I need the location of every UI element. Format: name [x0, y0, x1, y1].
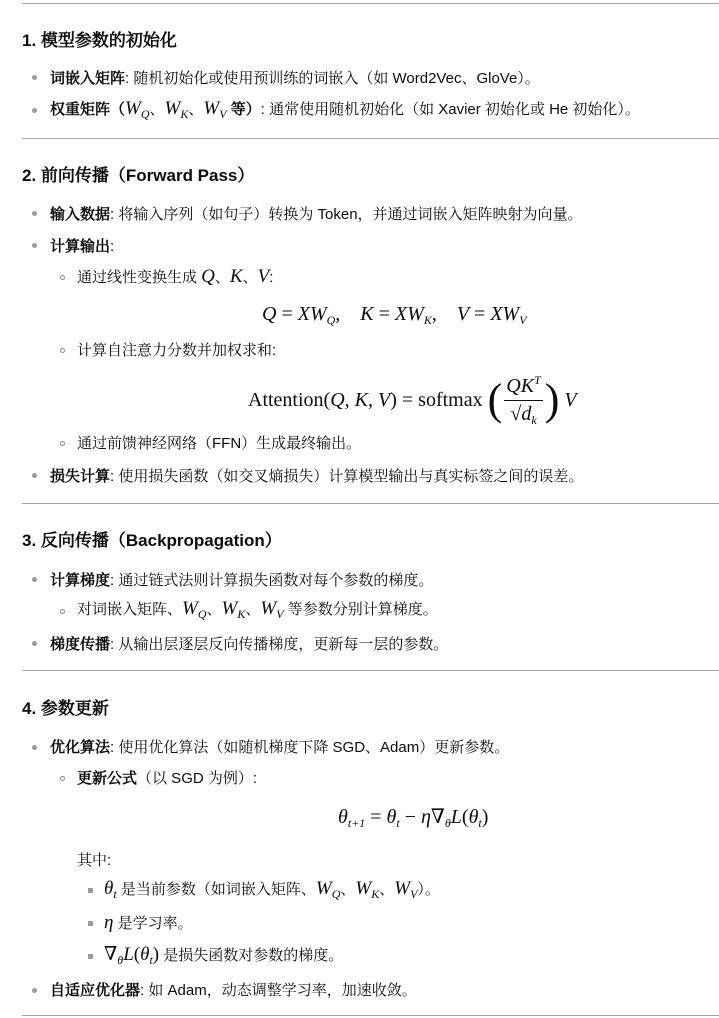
list-item: 计算输出: — [50, 238, 115, 255]
bullet-icon — [32, 108, 37, 113]
bullet-icon — [32, 75, 37, 80]
equation-attention: Attention(Q, K, V) = softmax ( $\frac{QK^T}{√d_k}$ ) V — [248, 372, 577, 427]
bullet-icon — [32, 745, 37, 750]
list-item: 损失计算: 使用损失函数（如交叉熵损失）计算模型输出与真实标签之间的误差。 — [50, 468, 584, 485]
list-item: 计算梯度: 通过链式法则计算损失函数对每个参数的梯度。 — [50, 572, 434, 589]
bullet-icon — [32, 243, 37, 248]
divider — [22, 503, 719, 504]
bullet-icon — [32, 211, 37, 216]
equation-sgd-update: $\theta_{t+1} = \theta_t - \eta\nabla_\theta L(\theta_t)$ — [338, 806, 489, 830]
circle-bullet-icon — [60, 348, 65, 353]
sub-sub-list-item: $\theta_t$ 是当前参数（如词嵌入矩阵、$W_Q$、$W_K$、$W_V$）。 — [104, 878, 440, 901]
item-label: 权重矩阵（ — [50, 101, 126, 118]
sub-sub-list-item: η 是学习率。 — [104, 912, 193, 933]
divider — [22, 138, 719, 139]
where-label: 其中: — [77, 852, 112, 869]
bullet-icon — [32, 473, 37, 478]
divider — [22, 670, 719, 671]
list-item: 优化算法: 使用优化算法（如随机梯度下降 SGD、Adam）更新参数。 — [50, 739, 510, 756]
circle-bullet-icon — [60, 609, 65, 614]
math-w: $W_Q$ — [125, 98, 150, 121]
circle-bullet-icon — [60, 776, 65, 781]
section-heading-3: 3. 反向传播（Backpropagation） — [22, 531, 282, 550]
math-w: $W_K$ — [164, 98, 189, 121]
list-item: 自适应优化器: 如 Adam，动态调整学习率，加速收敛。 — [50, 982, 417, 999]
square-bullet-icon — [88, 954, 93, 959]
item-text: : 通常使用随机初始化（如 Xavier 初始化或 He 初始化）。 — [260, 101, 640, 118]
list-item: 输入数据: 将输入序列（如句子）转换为 Token，并通过词嵌入矩阵映射为向量。 — [50, 206, 583, 223]
sub-list-item: 对词嵌入矩阵、$W_Q$、$W_K$、$W_V$ 等参数分别计算梯度。 — [77, 598, 438, 621]
sub-list-item: 计算自注意力分数并加权求和: — [77, 342, 277, 359]
sub-sub-list-item: $\nabla_\theta L(\theta_t)$ 是损失函数对参数的梯度。 — [104, 944, 344, 967]
section-heading-4: 4. 参数更新 — [22, 699, 109, 718]
section-heading-2: 2. 前向传播（Forward Pass） — [22, 166, 255, 185]
list-item: 权重矩阵（$W_Q$、$W_K$、$W_V$ 等）: 通常使用随机初始化（如 Xavier 初始化或 He 初始化）。 — [50, 98, 640, 121]
bullet-icon — [32, 641, 37, 646]
bullet-icon — [32, 577, 37, 582]
sub-list-item: 通过前馈神经网络（FFN）生成最终输出。 — [77, 435, 362, 452]
divider — [22, 1015, 719, 1016]
math-w: $W_V$ — [203, 98, 227, 121]
square-bullet-icon — [88, 888, 93, 893]
list-item — [50, 67, 540, 88]
item-label: 词嵌入矩阵 — [50, 70, 126, 87]
item-text: : 随机初始化或使用预训练的词嵌入（如 Word2Vec、GloVe）。 — [125, 70, 540, 87]
bullet-icon — [32, 988, 37, 993]
square-bullet-icon — [88, 921, 93, 926]
equation-qkv: $Q = XW_Q$, $K = XW_K$, $V = XW_V$ — [262, 303, 527, 327]
sub-list-item: 通过线性变换生成 Q、K、V: — [77, 266, 274, 287]
section-heading-1: 1. 模型参数的初始化 — [22, 31, 177, 50]
divider — [22, 3, 719, 4]
circle-bullet-icon — [60, 275, 65, 280]
sub-list-item: 更新公式（以 SGD 为例）: — [77, 770, 258, 787]
list-item: 梯度传播: 从输出层逐层反向传播梯度，更新每一层的参数。 — [50, 636, 449, 653]
circle-bullet-icon — [60, 441, 65, 446]
